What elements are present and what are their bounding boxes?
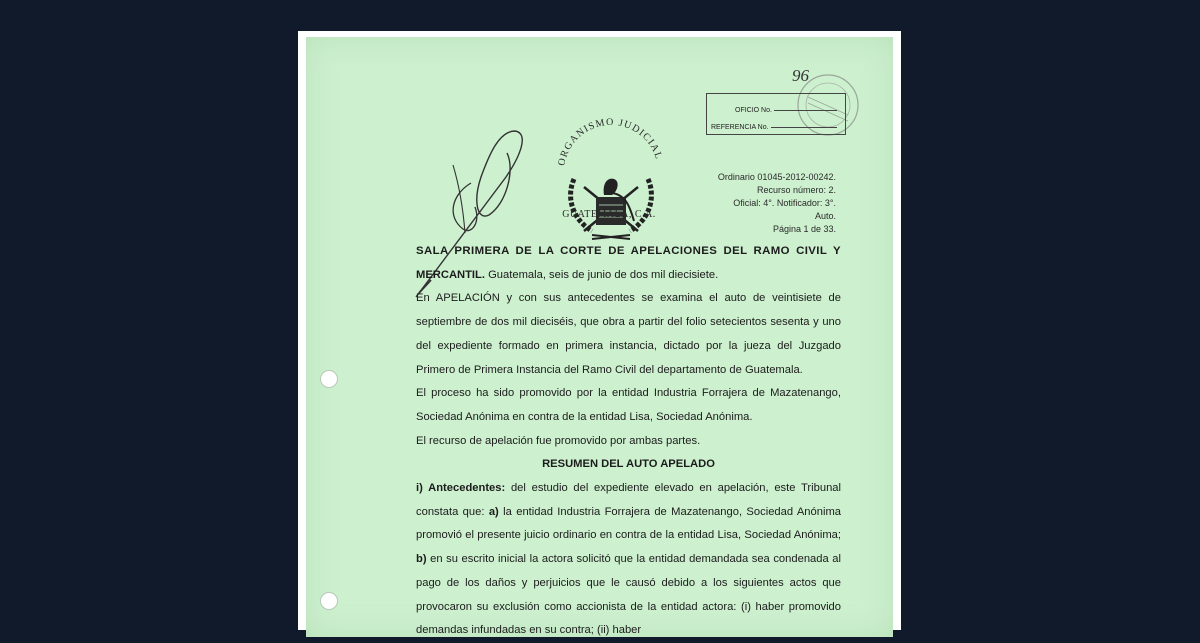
- punch-hole-top: [320, 370, 338, 388]
- referencia-label: REFERENCIA No.: [711, 124, 769, 131]
- svg-text:ORGANISMO JUDICIAL: ORGANISMO JUDICIAL: [556, 116, 665, 167]
- reference-box: [706, 93, 846, 135]
- item-a-label: a): [488, 505, 499, 518]
- item-b-text: en su escrito inicial la actora solicitó que la entidad demandada sea condenada al pago de los daños y perjuicios que le causó debido a los siguientes actos que provocaron su exclusión como accionista de la entidad actora: (i) haber promovido demandas infundadas en su contra; (ii) haber: [416, 553, 841, 637]
- case-number: Ordinario 01045-2012-00242.: [717, 172, 836, 182]
- paragraph-antecedentes: [416, 477, 841, 643]
- paragraph-apelacion: En APELACIÓN y con sus antecedentes se examina el auto de veintisiete de septiembre de dos mil dieciséis, que obra a partir del folio setecientos sesenta y uno del expediente formado en primera instancia, dictado por la jueza del Juzgado Primero de Primera Instancia del Ramo Civil del departamento de Guatemala.: [416, 292, 841, 376]
- seal-location-text: GUATEMALA, C.A.: [562, 209, 656, 220]
- document-body: [416, 240, 841, 643]
- paragraph-proceso: El proceso ha sido promovido por la entidad Industria Forrajera de Mazatenango, Sociedad Anónima en contra de la entidad Lisa, Sociedad Anónima.: [416, 387, 841, 423]
- oficial-notificador: Oficial: 4°. Notificador: 3°.: [733, 198, 836, 208]
- judicial-seal: [546, 97, 676, 262]
- resolution-date: Guatemala, seis de junio de dos mil diecisiete.: [484, 268, 719, 281]
- punch-hole-bottom: [320, 592, 338, 610]
- court-heading-line2: [416, 264, 841, 288]
- section-title: RESUMEN DEL AUTO APELADO: [542, 458, 715, 471]
- resolution-type: Auto.: [814, 211, 836, 221]
- referencia-line: [771, 127, 837, 128]
- folio-number: 96: [792, 66, 809, 85]
- antecedentes-label: i) Antecedentes:: [416, 482, 506, 495]
- paragraph-recurso: El recurso de apelación fue promovido por ambas partes.: [416, 434, 701, 447]
- oficio-line: [774, 110, 837, 111]
- document-page: [298, 31, 901, 637]
- referencia-row: [707, 114, 845, 131]
- item-a-text: la entidad Industria Forrajera de Mazatenango, Sociedad Anónima promovió el presente juicio ordinario en contra de la entidad Lisa, Sociedad Anónima;: [416, 505, 841, 542]
- oficio-label: OFICIO No.: [735, 107, 772, 114]
- green-sheet: [306, 37, 893, 637]
- court-heading-line1: SALA PRIMERA DE LA CORTE DE APELACIONES DEL RAMO CIVIL Y: [416, 245, 841, 257]
- court-heading-mercantil: MERCANTIL.: [416, 268, 485, 281]
- page-indicator: Página 1 de 33.: [772, 224, 836, 234]
- antecedentes-intro: del estudio del expediente elevado en apelación, este Tribunal constata que:: [416, 482, 841, 518]
- item-b-label: b): [416, 553, 427, 566]
- case-metadata: [718, 171, 836, 236]
- recurso-number: Recurso número: 2.: [756, 185, 836, 195]
- oficio-row: [707, 94, 845, 114]
